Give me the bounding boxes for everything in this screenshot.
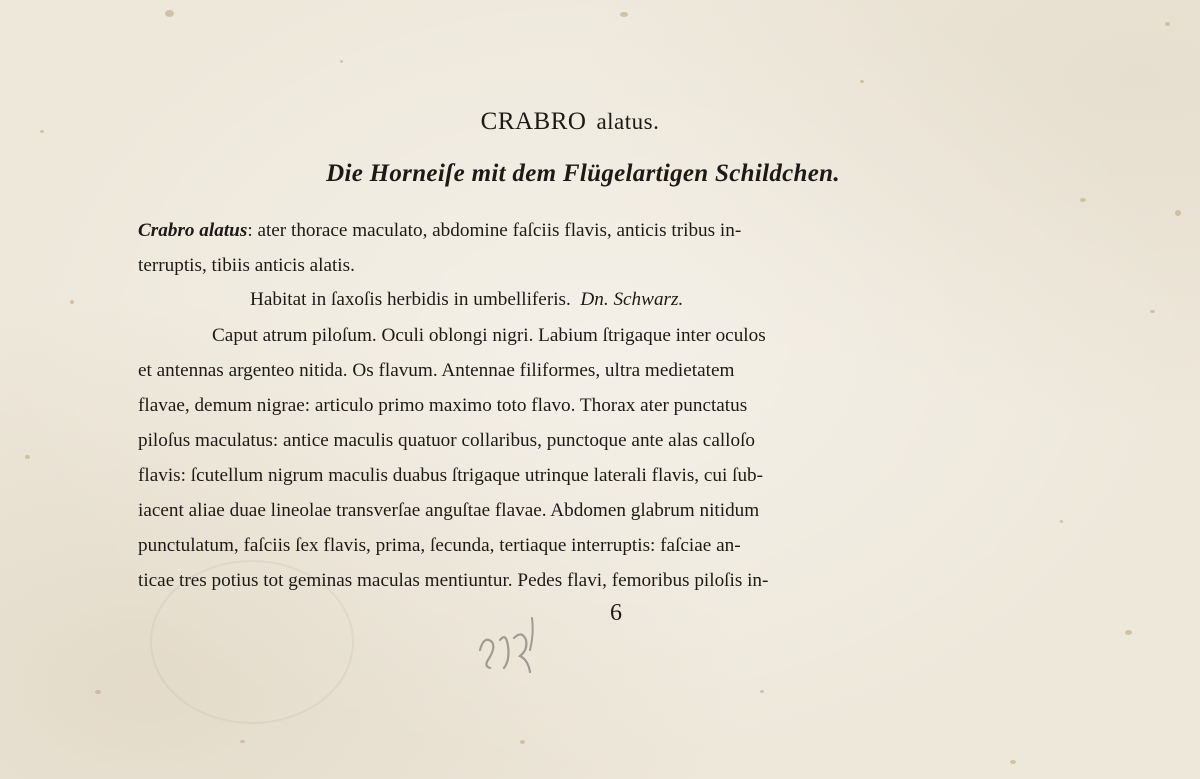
paper-fleck: [1060, 520, 1063, 523]
pencil-mark-icon: [470, 610, 550, 680]
paper-fleck: [1150, 310, 1155, 313]
description-line: Caput atrum piloſum. Oculi oblongi nigri. Labium ſtrigaque inter oculos: [212, 325, 766, 346]
habitat-paragraph: [250, 282, 1030, 317]
diagnosis-paragraph: [138, 213, 1028, 283]
diagnosis-line: terruptis, tibiis anticis alatis.: [138, 255, 355, 276]
description-line: flavae, demum nigrae: articulo primo maximo toto flavo. Thorax ater punctatus: [138, 395, 748, 416]
diagnosis-text: : ater thorace maculato, abdomine faſciis flavis, anticis tribus in-: [247, 220, 742, 241]
description-paragraph: [138, 318, 1028, 598]
paper-fleck: [70, 300, 74, 304]
description-line: iacent aliae duae lineolae transverſae anguſtae flavae. Abdomen glabrum nitidum: [138, 500, 760, 521]
habitat-text: Habitat in ſaxoſis herbidis in umbelliferis.: [250, 289, 571, 310]
paper-fleck: [1010, 760, 1016, 764]
description-line: ticae tres potius tot geminas maculas mentiuntur. Pedes flavi, femoribus piloſis in-: [138, 570, 769, 591]
paper-fleck: [25, 455, 30, 459]
description-line: punctulatum, faſciis ſex flavis, prima, ſecunda, tertiaque interruptis: faſciae an-: [138, 535, 741, 556]
paper-fleck: [1165, 22, 1170, 26]
title-genus: CRABRO: [480, 108, 587, 135]
paper-fleck: [340, 60, 343, 63]
page-number: 6: [610, 600, 622, 626]
description-line: et antennas argenteo nitida. Os flavum. Antennae filiformes, ultra medietatem: [138, 360, 735, 381]
paper-fleck: [240, 740, 245, 743]
habitat-authority: Dn. Schwarz.: [580, 289, 684, 310]
paper-fleck: [620, 12, 628, 17]
description-line: piloſus maculatus: antice maculis quatuor collaribus, punctoque ante alas calloſo: [138, 430, 756, 451]
habitat-line: [250, 282, 1030, 317]
diagnosis-line: [138, 213, 1028, 248]
paper-fleck: [520, 740, 525, 744]
paper-fleck: [1125, 630, 1132, 635]
paper-fleck: [760, 690, 764, 693]
paper-fleck: [1175, 210, 1181, 216]
description-line: flavis: ſcutellum nigrum maculis duabus ſtrigaque utrinque laterali flavis, cui ſub-: [138, 465, 764, 486]
paper-fleck: [165, 10, 174, 17]
species-name: Crabro alatus: [138, 220, 248, 241]
paper-fleck: [95, 690, 101, 694]
page-title: [0, 108, 1140, 136]
paper-fleck: [860, 80, 864, 83]
title-species: alatus.: [596, 109, 660, 134]
paper-fleck: [1080, 198, 1086, 202]
page-subtitle: Die Horneiſe mit dem Flügelartigen Schildchen.: [326, 160, 840, 187]
